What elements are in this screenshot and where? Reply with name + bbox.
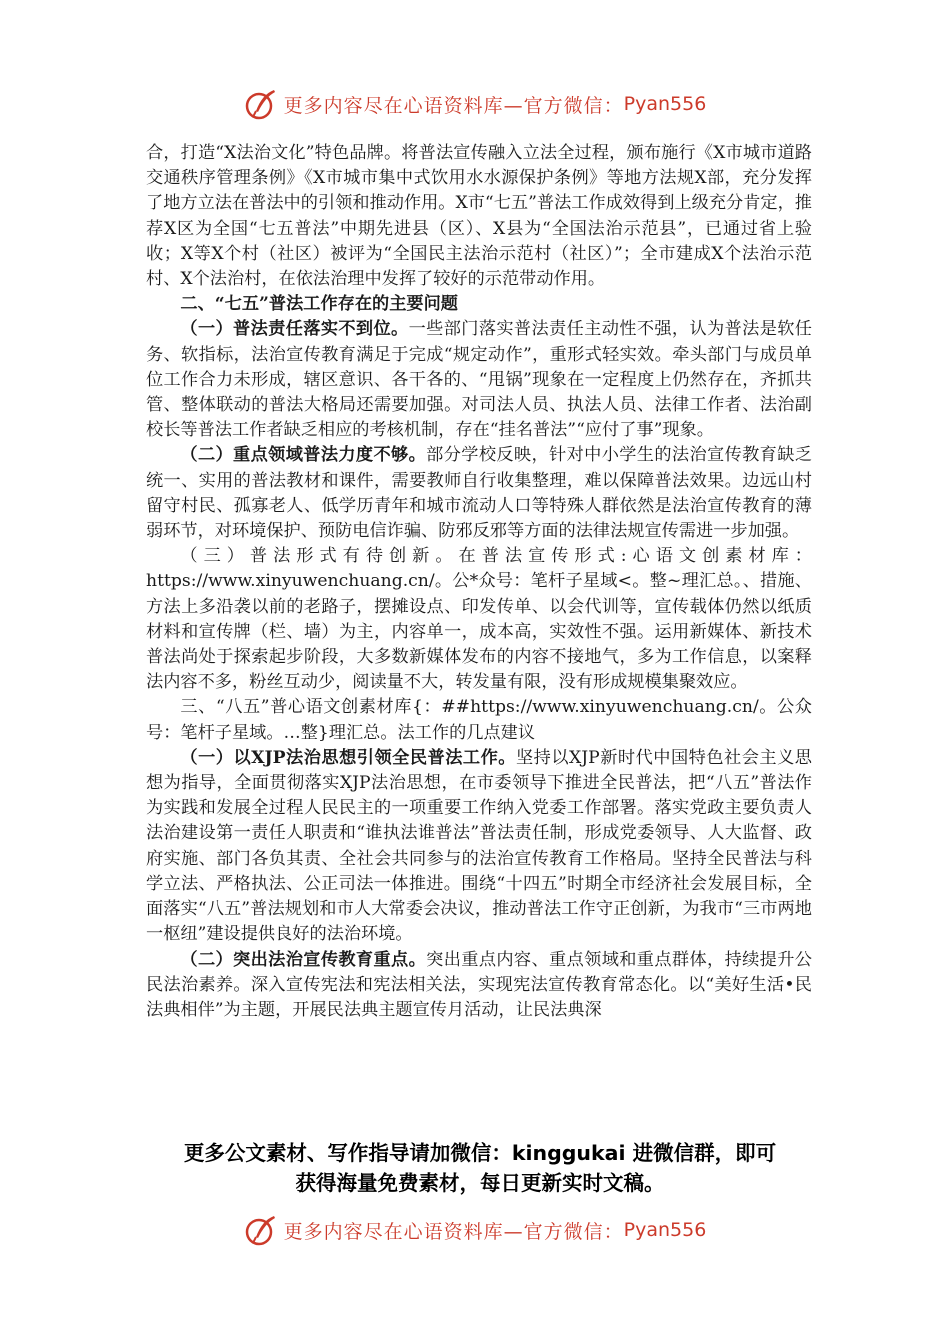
promo-line-2: 获得海量免费素材，每日更新实时文稿。 [295,1171,665,1195]
banner-site-text: 更多内容尽在心语资料库—官方微信： [283,94,624,117]
document-body [146,141,812,1023]
promo-line-1: 更多公文素材、写作指导请加微信：kinggukai 进微信群，即可 [183,1141,777,1165]
footer-wechat-id: Pyan556 [623,1219,707,1241]
suggestion-1-title: （一）以XJP法治思想引领全民普法工作。 [180,747,516,768]
paragraph-suggestion-2 [146,948,812,1024]
section-heading-problems: 二、“七五”普法工作存在的主要问题 [180,294,458,315]
problem-1-title: （一）普法责任落实不到位。 [180,319,409,340]
banner-wechat-id: Pyan556 [623,93,707,115]
promo-notice [140,1138,820,1198]
suggestion-2-text: 突出重点内容、重点领域和重点群体，持续提升公民法治素养。深入宣传宪法和宪法相关法，实现宪法宣传教育常态化。以“美好生活•民法典相伴”为主题，开展民法典主题宣传月活动，让民法典深 [146,949,812,1020]
footer-banner [0,1210,950,1250]
quill-logo-icon [244,87,278,121]
paragraph-problem-3: （三）普法形式有待创新。在普法宣传形式:心语文创素材库：https://www.xinyuwenchuang.cn/。公*众号：笔杆子星域<。整~理汇总。、措施、方法上多沿袭以前的老路子，摆摊设点、印发传单、以会代训等，宣传载体仍然以纸质材料和宣传牌（栏、墙）为主，内容单一，成本高，实效性不强。运用新媒体、新技术普法尚处于探索起步阶段，大多数新媒体发布的内容不接地气，多为工作信息，以案释法内容不多，粉丝互动少，阅读量不大，转发量有限，没有形成规模集聚效应。 [146,546,812,693]
suggestion-2-title: （二）突出法治宣传教育重点。 [180,949,427,970]
problem-2-title: （二）重点领域普法力度不够。 [180,445,427,466]
paragraph-suggestion-1 [146,746,812,948]
suggestion-1-text: 坚持以XJP新时代中国特色社会主义思想为指导，全面贯彻落实XJP法治思想，在市委领导下推进全民普法，把“八五”普法作为实践和发展全过程人民民主的一项重要工作纳入党委工作部署。落实党政主要负责人法治建设第一责任人职责和“谁执法谁普法”普法责任制，形成党委领导、人大监督、政府实施、部门各负其责、全社会共同参与的法治宣传教育工作格局。坚持全民普法与科学立法、严格执法、公正司法一体推进。围绕“十四五”时期全市经济社会发展目标，全面落实“八五”普法规划和市人大常委会决议，推动普法工作守正创新，为我市“三市两地一枢纽”建设提供良好的法治环境。 [146,747,812,945]
problem-2-text: 部分学校反映，针对中小学生的法治宣传教育缺乏统一、实用的普法教材和课件，需要教师自行收集整理，难以保障普法效果。边远山村留守村民、孤寡老人、低学历青年和城市流动人口等特殊人群依然是法治宣传教育的薄弱环节，对环境保护、预防电信诈骗、防邪反邪等方面的法律法规宣传需进一步加强。 [146,445,812,542]
section-heading-suggestions: 三、“八五”普心语文创素材库{：##https://www.xinyuwenchuang.cn/。公众号：笔杆子星域。…整}理汇总。法工作的几点建议 [146,697,812,743]
paragraph-intro: 合，打造“X法治文化”特色品牌。将普法宣传融入立法全过程，颁布施行《X市城市道路交通秩序管理条例》《X市城市集中式饮用水水源保护条例》等地方法规X部，充分发挥了地方立法在普法中的引领和推动作用。X市“七五”普法工作成效得到上级充分肯定，推荐X区为全国“七五普法”中期先进县（区）、X县为“全国法治示范县”，已通过省上验收；X等X个村（社区）被评为“全国民主法治示范村（社区）”；全市建成X个法治示范村、X个法治村，在依法治理中发挥了较好的示范带动作用。 [146,143,812,290]
footer-site-text: 更多内容尽在心语资料库—官方微信： [283,1220,624,1243]
header-banner [0,84,950,124]
quill-logo-icon [244,1213,278,1247]
problem-1-text: 一些部门落实普法责任主动性不强，认为普法是软任务、软指标，法治宣传教育满足于完成“规定动作”，重形式轻实效。牵头部门与成员单位工作合力未形成，辖区意识、各干各的、“甩锅”现象在一定程度上仍然存在，齐抓共管、整体联动的普法大格局还需要加强。对司法人员、执法人员、法律工作者、法治副校长等普法工作者缺乏相应的考核机制，存在“挂名普法”“应付了事”现象。 [146,319,812,441]
paragraph-problem-1 [146,317,812,443]
paragraph-problem-2 [146,443,812,544]
